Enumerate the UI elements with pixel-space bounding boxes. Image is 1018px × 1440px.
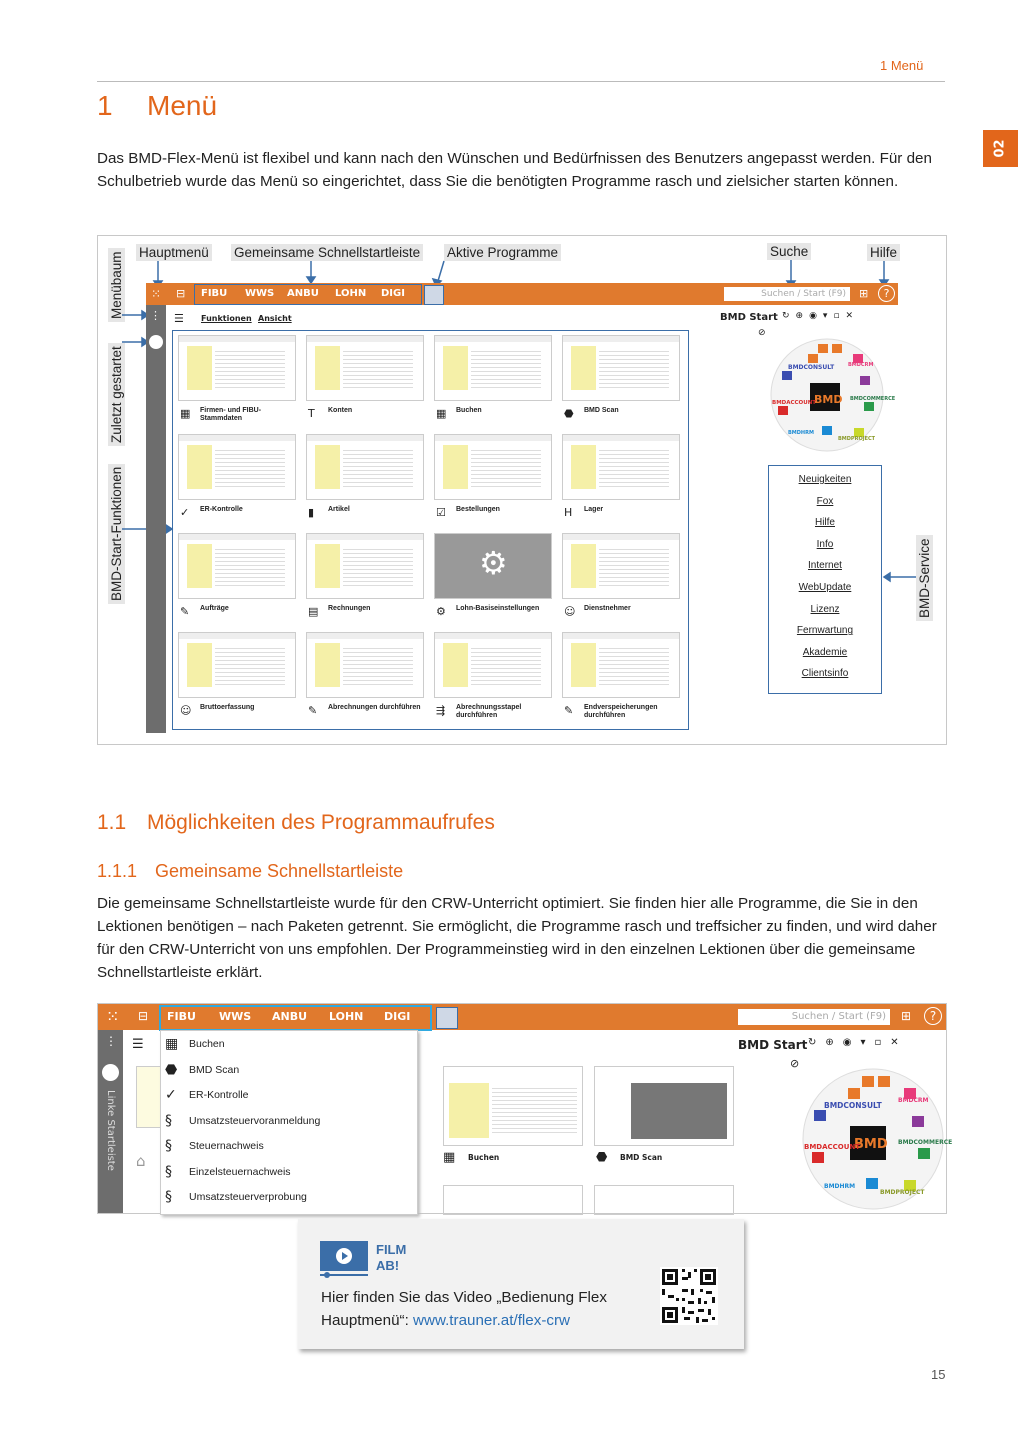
tab-digi[interactable]: DIGI: [381, 288, 405, 299]
play-icon[interactable]: [342, 1252, 348, 1260]
section-1-1-1-body: Die gemeinsame Schnellstartleiste wurde für den CRW-Unterricht optimiert. Sie finden hier alle Programme, die Sie in den Lektionen benötigen – nach Paketen getrennt. Sie ermöglicht, die Programme rasch und treffsicher zu finden, und wird daher für den CRW-Unterricht von uns empfohlen. Der Programmeinstieg wird in den einzelnen Lektionen über die gemeinsame Schnellstartleiste erklärt.: [97, 895, 937, 981]
collapse-icon[interactable]: ⊘: [790, 1057, 800, 1070]
tile-icon: ✎: [180, 605, 190, 618]
window-controls[interactable]: ↻⊕◉▾▫✕: [782, 311, 860, 321]
hamburger-icon[interactable]: ☰: [174, 312, 184, 325]
label-aktive-programme: Aktive Programme: [444, 244, 561, 261]
help-icon[interactable]: ?: [878, 285, 895, 302]
svg-text:BMD: BMD: [814, 393, 843, 406]
menu-toggle-icon[interactable]: ⊟: [138, 1009, 149, 1023]
collapse-icon[interactable]: ⊘: [758, 328, 766, 338]
dropdown-item[interactable]: Steuernachweis: [189, 1140, 264, 1152]
bg-tile-scan: [594, 1066, 734, 1146]
bmd-start-title: BMD Start: [738, 1038, 808, 1052]
svg-text:BMDPROJECT: BMDPROJECT: [838, 436, 876, 442]
tile-icon: ✎: [308, 704, 318, 717]
service-link[interactable]: Hilfe: [814, 517, 835, 529]
tile-icon: ▮: [308, 506, 315, 519]
tile-icon: ▦: [180, 407, 191, 420]
chapter-tab: 02: [983, 130, 1018, 167]
service-link[interactable]: WebUpdate: [798, 581, 852, 593]
tile-label: Firmen- und FIBU-Stammdaten: [200, 407, 262, 422]
hamburger-icon[interactable]: ☰: [132, 1037, 144, 1052]
tile-thumbnail: [306, 335, 424, 401]
tile-label: BMD Scan: [584, 407, 619, 414]
service-link[interactable]: Clientsinfo: [801, 668, 849, 680]
dropdown-item-icon: §: [165, 1163, 172, 1180]
start-tile[interactable]: [306, 434, 424, 530]
service-link[interactable]: Fox: [816, 495, 834, 507]
search-input[interactable]: Suchen / Start (F9): [724, 287, 850, 301]
tile-label: Abrechnungen durchführen: [328, 704, 421, 711]
tile-label: Abrechnungsstapel durchführen: [456, 704, 522, 719]
svg-text:BMDACCOUNT: BMDACCOUNT: [804, 1143, 861, 1151]
label-zuletzt: Zuletzt gestartet: [108, 343, 125, 446]
tile-thumbnail: [562, 533, 680, 599]
help-icon[interactable]: ?: [924, 1007, 942, 1025]
bmd-service-panel: [768, 465, 882, 694]
tile-label: Artikel: [328, 506, 350, 513]
app-grid-icon[interactable]: ⁙: [151, 287, 162, 301]
start-tile[interactable]: [562, 632, 680, 728]
tile-thumbnail: [562, 335, 680, 401]
tile-label: Lohn-Basiseinstellungen: [456, 605, 540, 612]
tab-anbu[interactable]: ANBU: [272, 1010, 308, 1023]
bmd-start-title: BMD Start: [720, 312, 778, 323]
tile-thumbnail: [434, 335, 552, 401]
svg-text:BMDHRM: BMDHRM: [788, 430, 814, 436]
tile-icon: H: [564, 506, 573, 519]
svg-text:BMDCRM: BMDCRM: [898, 1097, 929, 1104]
intro-paragraph: Das BMD-Flex-Menü ist flexibel und kann nach den Wünschen und Bedürfnissen des Benutzers angepasst werden. Für den Schulbetrieb wurde das Menü so eingerichtet, dass Sie die benötigten Programme rasch und zielsicher starten können.: [97, 150, 932, 190]
figure-quick-start: [97, 1003, 953, 1214]
label-schnellstart: Gemeinsame Schnellstartleiste: [231, 244, 423, 261]
tile-label: ER-Kontrolle: [200, 506, 243, 513]
svg-text:BMDCONSULT: BMDCONSULT: [824, 1101, 882, 1110]
tile-label: Buchen: [456, 407, 482, 414]
figure-flex-menu: [97, 235, 947, 745]
tile-icon: ▤: [308, 605, 319, 618]
tile-icon: ⇶: [436, 704, 446, 717]
active-program-icon[interactable]: [424, 285, 444, 305]
tile-icon: ✓: [180, 506, 190, 519]
tile-label: Lager: [584, 506, 604, 513]
start-tile[interactable]: [306, 632, 424, 728]
dropdown-item-icon: §: [165, 1189, 172, 1205]
dropdown-item-icon: §: [165, 1138, 172, 1154]
tab-wws[interactable]: WWS: [245, 288, 275, 299]
tile-label-buchen[interactable]: Buchen: [468, 1153, 500, 1162]
svg-text:BMD: BMD: [854, 1137, 888, 1152]
fibu-dropdown: [160, 1030, 418, 1215]
film-badge-text: FILM AB!: [376, 1242, 407, 1273]
menu-funktionen[interactable]: Funktionen: [201, 314, 252, 323]
menu-toggle-icon[interactable]: ⊟: [176, 287, 186, 300]
label-hauptmenu: Hauptmenü: [136, 244, 212, 261]
tile-thumbnail: [178, 632, 296, 698]
dropdown-item[interactable]: Umsatzsteuervoranmeldung: [189, 1114, 321, 1127]
header-rule: [97, 81, 945, 82]
start-functions-grid: [172, 330, 689, 730]
bmd-globe-logo: [768, 336, 896, 454]
menu-ansicht[interactable]: Ansicht: [258, 314, 292, 323]
side-label: Linke Startleiste: [105, 1090, 116, 1171]
bg-tile: [594, 1185, 734, 1215]
bg-tile-partial: [136, 1066, 162, 1128]
tab-fibu[interactable]: FIBU: [201, 288, 228, 299]
tile-thumbnail: [434, 632, 552, 698]
film-badge: [320, 1241, 368, 1271]
label-hilfe: Hilfe: [867, 244, 900, 261]
film-link[interactable]: www.trauner.at/flex-crw: [413, 1312, 570, 1329]
svg-text:BMDHRM: BMDHRM: [824, 1183, 856, 1190]
svg-text:BMDCOMMERCE: BMDCOMMERCE: [898, 1139, 953, 1146]
svg-text:BMDCOMMERCE: BMDCOMMERCE: [850, 396, 896, 402]
start-tile[interactable]: [562, 335, 680, 431]
tab-fibu[interactable]: FIBU: [167, 1010, 196, 1023]
bg-tile-buchen: [443, 1066, 583, 1146]
recent-clock-icon[interactable]: [102, 1064, 119, 1081]
section-1-1-1-title: 1.1.1 Gemeinsame Schnellstartleiste: [97, 861, 404, 881]
qr-code[interactable]: [660, 1267, 718, 1325]
menu-tree-icon[interactable]: ⋮: [150, 309, 161, 322]
label-bmd-start-funktionen: BMD-Start-Funktionen: [108, 464, 125, 604]
tile-icon: ☑: [436, 506, 446, 519]
bg-tile: [443, 1185, 583, 1215]
menu-tree-icon[interactable]: ⋮: [105, 1034, 117, 1048]
start-tile[interactable]: [178, 335, 296, 431]
tile-thumbnail: [306, 434, 424, 500]
tile-thumbnail: [306, 533, 424, 599]
tile-label: Rechnungen: [328, 605, 371, 612]
tile-icon: ⚙: [436, 605, 446, 618]
tile-thumbnail: [178, 533, 296, 599]
svg-text:BMDPROJECT: BMDPROJECT: [880, 1189, 925, 1196]
tile-icon: T: [308, 407, 315, 420]
start-tile[interactable]: [178, 533, 296, 629]
service-link[interactable]: Neuigkeiten: [798, 474, 852, 485]
home-icon: ⌂: [136, 1152, 146, 1170]
active-program-icon[interactable]: [436, 1007, 458, 1029]
tile-thumbnail: [306, 632, 424, 698]
tile-label: Bestellungen: [456, 506, 500, 513]
search-input[interactable]: Suchen / Start (F9): [738, 1009, 890, 1025]
service-link[interactable]: Fernwartung: [796, 625, 854, 637]
start-tile[interactable]: [434, 335, 552, 431]
start-tile[interactable]: [178, 434, 296, 530]
tile-thumbnail: ⚙: [434, 533, 552, 599]
tile-thumbnail: [562, 434, 680, 500]
label-menubaum: Menübaum: [108, 248, 125, 322]
tile-label-bmd-scan[interactable]: BMD Scan: [620, 1153, 663, 1162]
bmd-globe-logo: [800, 1066, 953, 1212]
tile-icon: ▦: [436, 407, 447, 420]
page-number: 15: [931, 1367, 946, 1382]
tile-icon: ⬣: [564, 407, 574, 420]
start-tile[interactable]: [306, 335, 424, 431]
buchen-icon[interactable]: ▦: [443, 1150, 456, 1165]
tile-thumbnail: [434, 434, 552, 500]
film-ab-box: [298, 1219, 744, 1349]
svg-text:BMDCRM: BMDCRM: [848, 362, 874, 368]
tile-label: Bruttoerfassung: [200, 704, 255, 711]
tile-thumbnail: [562, 632, 680, 698]
dropdown-item[interactable]: Umsatzsteuerverprobung: [189, 1191, 307, 1203]
film-progress-dot: [324, 1272, 330, 1278]
service-link[interactable]: Info: [816, 538, 834, 550]
tile-icon: ☺: [564, 605, 576, 618]
recent-clock-icon[interactable]: [149, 335, 163, 349]
start-tile[interactable]: [434, 434, 552, 530]
section-title: 1 Menü: [97, 90, 218, 121]
tab-anbu[interactable]: ANBU: [287, 288, 319, 299]
dropdown-item-icon: ✓: [165, 1087, 177, 1103]
left-sidebar: [146, 305, 166, 733]
service-link[interactable]: Internet: [808, 560, 842, 572]
tab-digi[interactable]: DIGI: [384, 1010, 411, 1023]
label-suche: Suche: [767, 243, 811, 260]
app-grid-icon[interactable]: ⁙: [106, 1007, 120, 1026]
dropdown-item[interactable]: ER-Kontrolle: [189, 1089, 249, 1101]
tile-label: Konten: [328, 407, 353, 414]
film-text: Hier finden Sie das Video „Bedienung Flex Hauptmenü“: www.trauner.at/flex-crw: [321, 1289, 607, 1329]
window-controls[interactable]: ↻⊕◉▾▫✕: [808, 1037, 908, 1048]
start-tile[interactable]: [178, 632, 296, 728]
start-tile[interactable]: [562, 434, 680, 530]
app-topbar-2: [98, 1004, 946, 1030]
tile-label: Endverspeicherungen durchführen: [584, 704, 658, 719]
tab-wws[interactable]: WWS: [219, 1010, 252, 1023]
bmd-scan-icon[interactable]: ⬣: [596, 1150, 608, 1165]
tile-icon: ✎: [564, 704, 574, 717]
dropdown-item[interactable]: BMD Scan: [189, 1063, 240, 1076]
tab-lohn[interactable]: LOHN: [329, 1010, 364, 1023]
dropdown-item-icon: ⬣: [165, 1061, 178, 1078]
svg-text:BMDCONSULT: BMDCONSULT: [788, 364, 835, 371]
start-tile[interactable]: [306, 533, 424, 629]
service-link[interactable]: Akademie: [802, 646, 848, 658]
tile-thumbnail: [178, 335, 296, 401]
layout-icon[interactable]: ⊞: [859, 287, 869, 300]
section-1-1-title: 1.1 Möglichkeiten des Programmaufrufes: [97, 811, 495, 834]
tile-thumbnail: [178, 434, 296, 500]
tile-label: Dienstnehmer: [584, 605, 631, 612]
svg-text:BMDACCOUNT: BMDACCOUNT: [772, 400, 817, 406]
dropdown-item-icon: §: [165, 1112, 172, 1129]
service-link[interactable]: Lizenz: [810, 603, 840, 615]
start-tile[interactable]: [562, 533, 680, 629]
tile-icon: ☺: [180, 704, 192, 717]
tile-label: Aufträge: [200, 605, 229, 612]
dropdown-item-icon: ▦: [165, 1036, 179, 1052]
left-sidebar: [98, 1030, 123, 1213]
layout-icon[interactable]: ⊞: [901, 1009, 912, 1023]
dropdown-item[interactable]: Einzelsteuernachweis: [189, 1165, 291, 1178]
running-header: 1 Menü: [880, 58, 924, 73]
tab-lohn[interactable]: LOHN: [335, 288, 367, 299]
dropdown-item[interactable]: Buchen: [189, 1038, 225, 1050]
app-topbar: [146, 283, 898, 305]
label-bmd-service: BMD-Service: [916, 535, 933, 621]
start-tile[interactable]: [434, 533, 552, 629]
start-tile[interactable]: [434, 632, 552, 728]
